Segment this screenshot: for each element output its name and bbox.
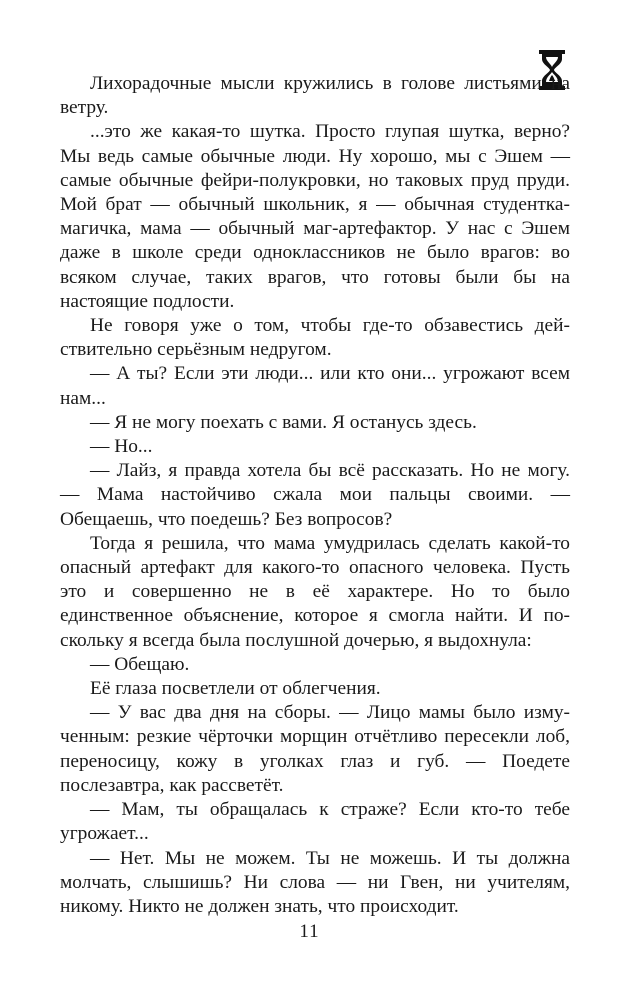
paragraph: — Лайз, я правда хотела бы всё рассказать. Но не могу. — Мама настойчиво сжала мои пальцы своими. — Обещаешь, что поедешь? Без вопросов?	[60, 460, 570, 530]
paragraph: — А ты? Если эти люди... или кто они... угрожают всем нам...	[60, 363, 570, 409]
paragraph: Лихорадочные мысли кружились в голове листьями на ветру.	[60, 73, 570, 119]
page-number: 11	[299, 921, 320, 942]
paragraph: — Я не могу поехать с вами. Я останусь здесь.	[90, 411, 477, 433]
paragraph: — Но...	[90, 436, 153, 458]
body-text	[60, 72, 570, 919]
paragraph: Не говоря уже о том, чтобы где-то обзавестись действительно серьёзным недругом.	[60, 315, 570, 361]
paragraph: — Обещаю.	[90, 653, 190, 675]
paragraph: Её глаза посветлели от облегчения.	[90, 678, 381, 700]
paragraph: Тогда я решила, что мама умудрилась сделать какой-то опасный артефакт для какого-то опасного человека. Пусть это и совершенно не в её характере. Но то было единственное объяснение, которое я смогла найти. И поскольку я всегда была послушной дочерью, я выдохнула:	[60, 532, 570, 651]
paragraph: — У вас два дня на сборы. — Лицо мамы было измученным: резкие чёрточки морщин отчётливо пересекли лоб, переносицу, кожу в уголках глаз и губ. — Поедете послезавтра, как рассветёт.	[60, 702, 570, 796]
paragraph: — Нет. Мы не можем. Ты не можешь. И ты должна молчать, слышишь? Ни слова — ни Гвен, ни учителям, никому. Никто не должен знать, что происходит.	[60, 847, 570, 917]
paragraph: — Мам, ты обращалась к страже? Если кто-то тебе угрожает...	[60, 799, 570, 845]
paragraph: ...это же какая-то шутка. Просто глупая шутка, верно? Мы ведь самые обычные люди. Ну хорошо, мы с Эшем — самые обычные фейри-полукровки, но таковых пруд пруди. Мой брат — обычный школьник, я — обычная студентка-магичка, мама — обычный маг-артефактор. У нас с Эшем даже в школе среди одноклассников не было врагов: во всяком случае, таких врагов, что готовы были бы на настоящие подлости.	[60, 121, 570, 312]
